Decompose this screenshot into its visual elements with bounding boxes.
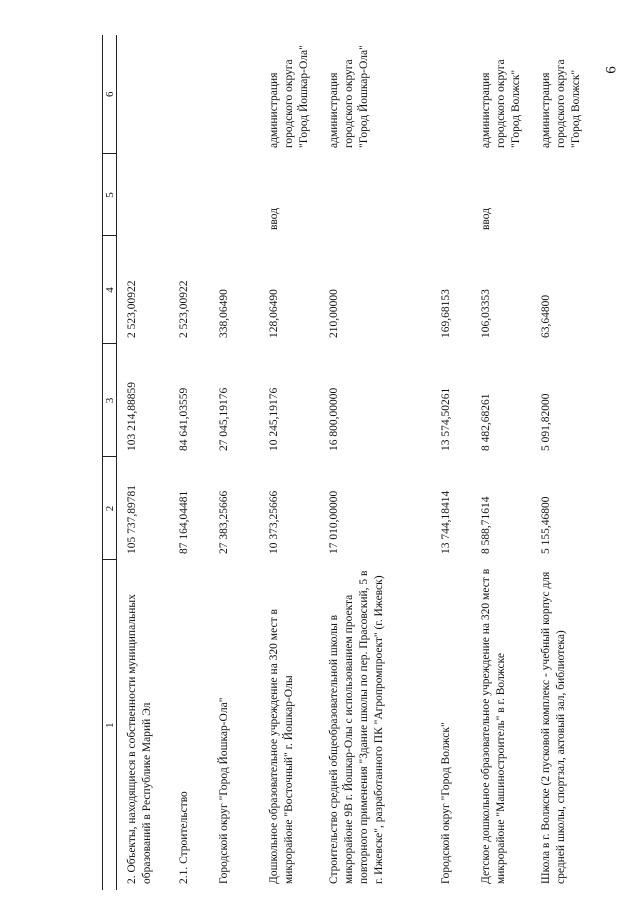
cell-col3: 16 800,00000 xyxy=(327,387,340,451)
col-header-6: 6 xyxy=(103,35,117,154)
cell-col5: ввод xyxy=(267,207,280,230)
cell-col4: 2 523,00922 xyxy=(177,280,190,338)
cell-col2: 5 155,46800 xyxy=(539,496,552,554)
cell-col4: 169,68153 xyxy=(439,289,452,338)
cell-col3: 8 482,68261 xyxy=(479,393,492,451)
cell-col3: 10 245,19176 xyxy=(267,387,280,451)
cell-col6 xyxy=(117,35,169,154)
cell-col2: 10 373,25666 xyxy=(267,490,280,554)
row-name: Школа в г. Волжске (2 пусковой комплекс - учебный корпус для средней школы, спортзал, актовый зал, библиотека) xyxy=(539,571,567,884)
cell-col6 xyxy=(431,35,471,154)
cell-col6 xyxy=(209,35,259,154)
rotated-table-container xyxy=(102,35,597,890)
page-number: 6 xyxy=(603,66,620,74)
table-row xyxy=(471,35,531,890)
row-name: 2. Объекты, находящиеся в собственности муниципальных образований в Республике Марий Эл xyxy=(126,594,153,884)
header-row xyxy=(103,35,117,890)
cell-col2: 27 383,25666 xyxy=(217,490,230,554)
cell-col6: администрация городского округа "Город Волжск" xyxy=(539,59,582,148)
row-name: Строительство средней общеобразовательной школы в микрорайоне 9В г. Йошкар-Олы с использованием проекта повторного применения "Здание школы по пер. Прасовский, 5 в г. Ижевске", разработанного ПК "Агропромпроект" (г. Ижевск) xyxy=(327,570,385,884)
cell-col2: 13 744,18414 xyxy=(439,490,452,554)
cell-col6: администрация городского округа "Город Волжск" xyxy=(479,59,522,148)
cell-col4: 338,06490 xyxy=(217,289,230,338)
col-header-4: 4 xyxy=(103,236,117,344)
cell-col3: 13 574,50261 xyxy=(439,387,452,451)
table-row xyxy=(169,35,209,890)
table-row xyxy=(531,35,599,890)
row-name: Городской округ "Город Волжск" xyxy=(439,722,452,884)
cell-col6: администрация городского округа "Город Йошкар-Ола" xyxy=(327,45,370,148)
cell-col2: 8 588,71614 xyxy=(479,496,492,554)
row-name: Детское дошкольное образовательное учреждение на 320 мест в микрорайоне "Машиностроитель" в г. Волжске xyxy=(479,568,507,884)
cell-col5 xyxy=(169,154,209,236)
cell-col4: 210,00000 xyxy=(327,289,340,338)
cell-col3: 103 214,88859 xyxy=(126,382,138,451)
cell-col5 xyxy=(319,154,431,236)
cell-col3: 5 091,82000 xyxy=(539,393,552,451)
cell-col5 xyxy=(209,154,259,236)
cell-col4: 128,06490 xyxy=(267,289,280,338)
table-row xyxy=(117,35,169,890)
cell-col2: 87 164,04481 xyxy=(177,490,190,554)
cell-col3: 27 045,19176 xyxy=(217,387,230,451)
cell-col5 xyxy=(531,154,599,236)
cell-col2: 105 737,89781 xyxy=(126,485,138,554)
table-row xyxy=(259,35,319,890)
col-header-5: 5 xyxy=(103,154,117,236)
cell-col3: 84 641,03559 xyxy=(177,387,190,451)
col-header-1: 1 xyxy=(103,560,117,890)
table-row xyxy=(209,35,259,890)
objects-table xyxy=(102,35,599,890)
row-name: 2.1. Строительство xyxy=(177,791,190,884)
table-row xyxy=(319,35,431,890)
cell-col2: 17 010,00000 xyxy=(327,490,340,554)
col-header-2: 2 xyxy=(103,457,117,560)
cell-col5 xyxy=(117,154,169,236)
cell-col4: 106,03353 xyxy=(479,289,492,338)
cell-col6: администрация городского округа "Город Йошкар-Ола" xyxy=(267,45,310,148)
row-name: Городской округ "Город Йошкар-Ола" xyxy=(217,697,230,884)
table-row xyxy=(431,35,471,890)
cell-col5: ввод xyxy=(479,207,492,230)
cell-col4: 63,64800 xyxy=(539,294,552,338)
cell-col4: 2 523,00922 xyxy=(126,280,138,338)
cell-col6 xyxy=(169,35,209,154)
cell-col5 xyxy=(431,154,471,236)
row-name: Дошкольное образовательное учреждение на 320 мест в микрорайоне "Восточный" г. Йошкар-Олы xyxy=(267,609,295,884)
col-header-3: 3 xyxy=(103,344,117,457)
